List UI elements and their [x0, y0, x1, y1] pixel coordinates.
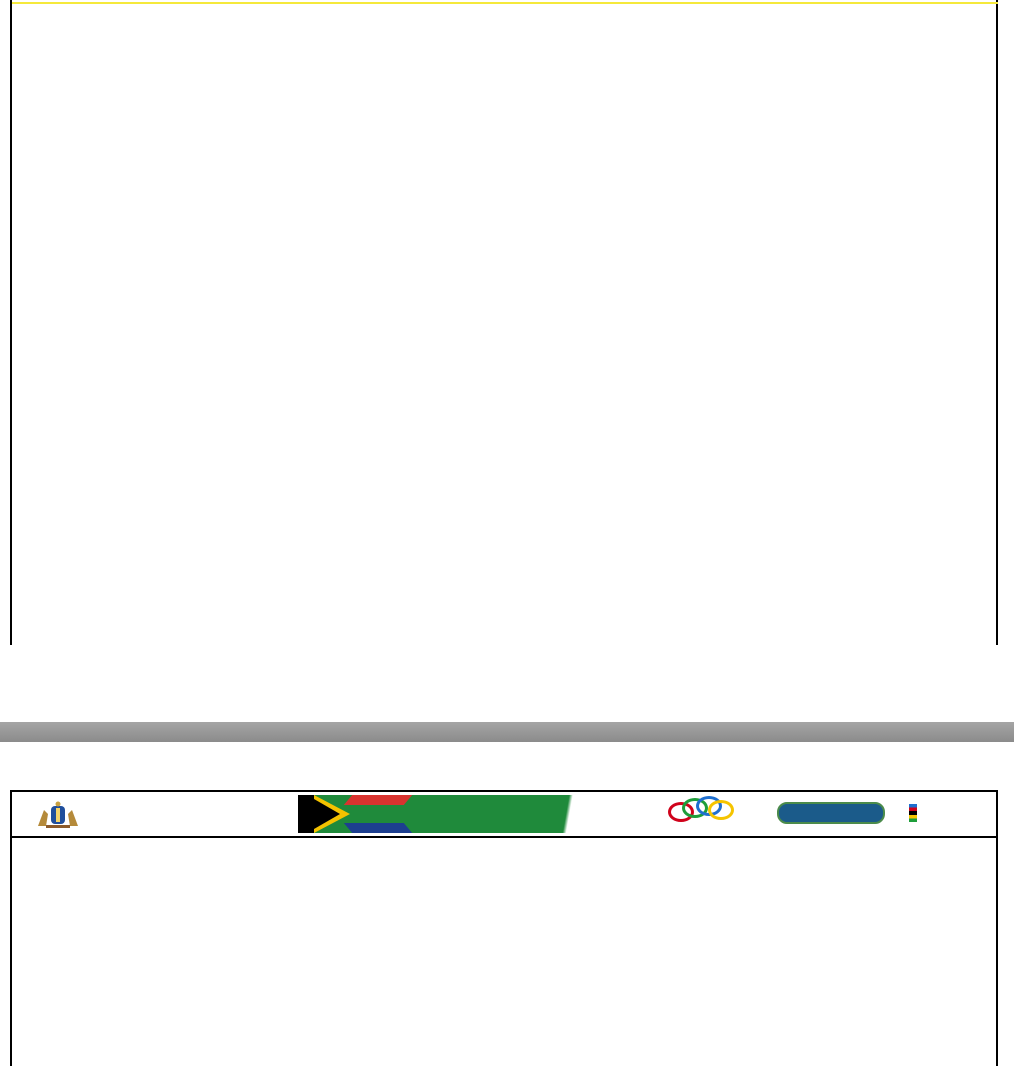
year-label: [298, 795, 314, 833]
sponsor-banner: [12, 792, 996, 838]
sa-national-champs-logo: [662, 796, 740, 832]
flag-stripe-blue: [344, 823, 412, 833]
thaba-trails-logo: [777, 802, 885, 824]
ring-icon-yellow: [708, 800, 734, 820]
results-page-1: [10, 0, 998, 645]
coat-of-arms-icon: [34, 800, 82, 830]
sa-xco-championship-banner: [298, 795, 653, 833]
flag-stripe-red: [344, 795, 412, 805]
gauteng-cycling-logo: [32, 798, 142, 832]
flag-stripe-black: [314, 799, 340, 829]
results-page-2: [10, 790, 998, 1066]
uci-rainbow-bars-icon: [909, 804, 917, 822]
page-top-strip: [12, 0, 998, 4]
page-separator: [0, 722, 1014, 742]
